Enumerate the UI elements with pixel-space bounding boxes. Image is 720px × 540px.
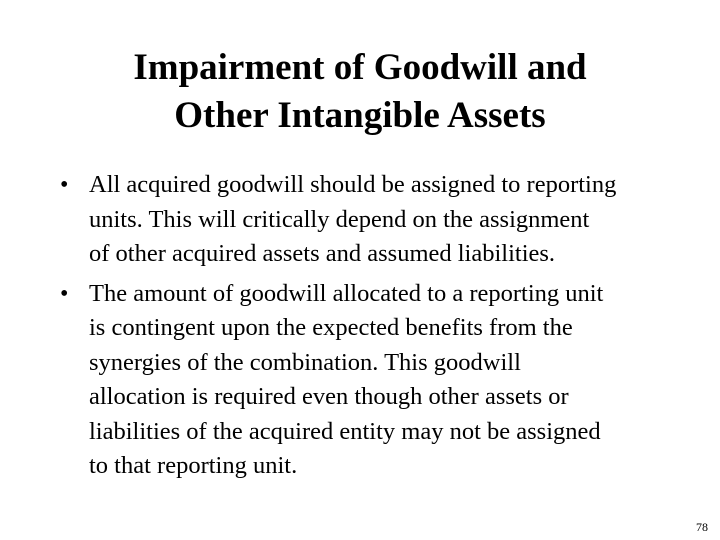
- bullet-list: [60, 168, 700, 489]
- bullet-text: [89, 168, 700, 272]
- bullet-text: [89, 277, 700, 484]
- bullet-icon: •: [60, 280, 69, 307]
- page-number: 78: [696, 520, 708, 534]
- bullet-line: allocation is required even though other assets or: [89, 383, 569, 410]
- bullet-line: is contingent upon the expected benefits from the: [89, 314, 573, 341]
- slide-title-line: Other Intangible Assets: [174, 95, 546, 136]
- bullet-line: All acquired goodwill should be assigned to reporting: [89, 171, 617, 198]
- bullet-item: [60, 277, 700, 484]
- bullet-line: The amount of goodwill allocated to a reporting unit: [89, 279, 604, 307]
- bullet-line: synergies of the combination. This goodwill: [89, 348, 521, 376]
- bullet-line: units. This will critically depend on the assignment: [89, 205, 590, 233]
- bullet-line: of other acquired assets and assumed liabilities.: [89, 240, 556, 267]
- slide-title: [0, 44, 720, 140]
- bullet-icon: •: [60, 172, 69, 198]
- slide-title-line: Impairment of Goodwill and: [133, 47, 587, 88]
- bullet-item: [60, 168, 700, 272]
- bullet-line: liabilities of the acquired entity may not be assigned: [89, 417, 601, 445]
- bullet-line: to that reporting unit.: [89, 452, 298, 479]
